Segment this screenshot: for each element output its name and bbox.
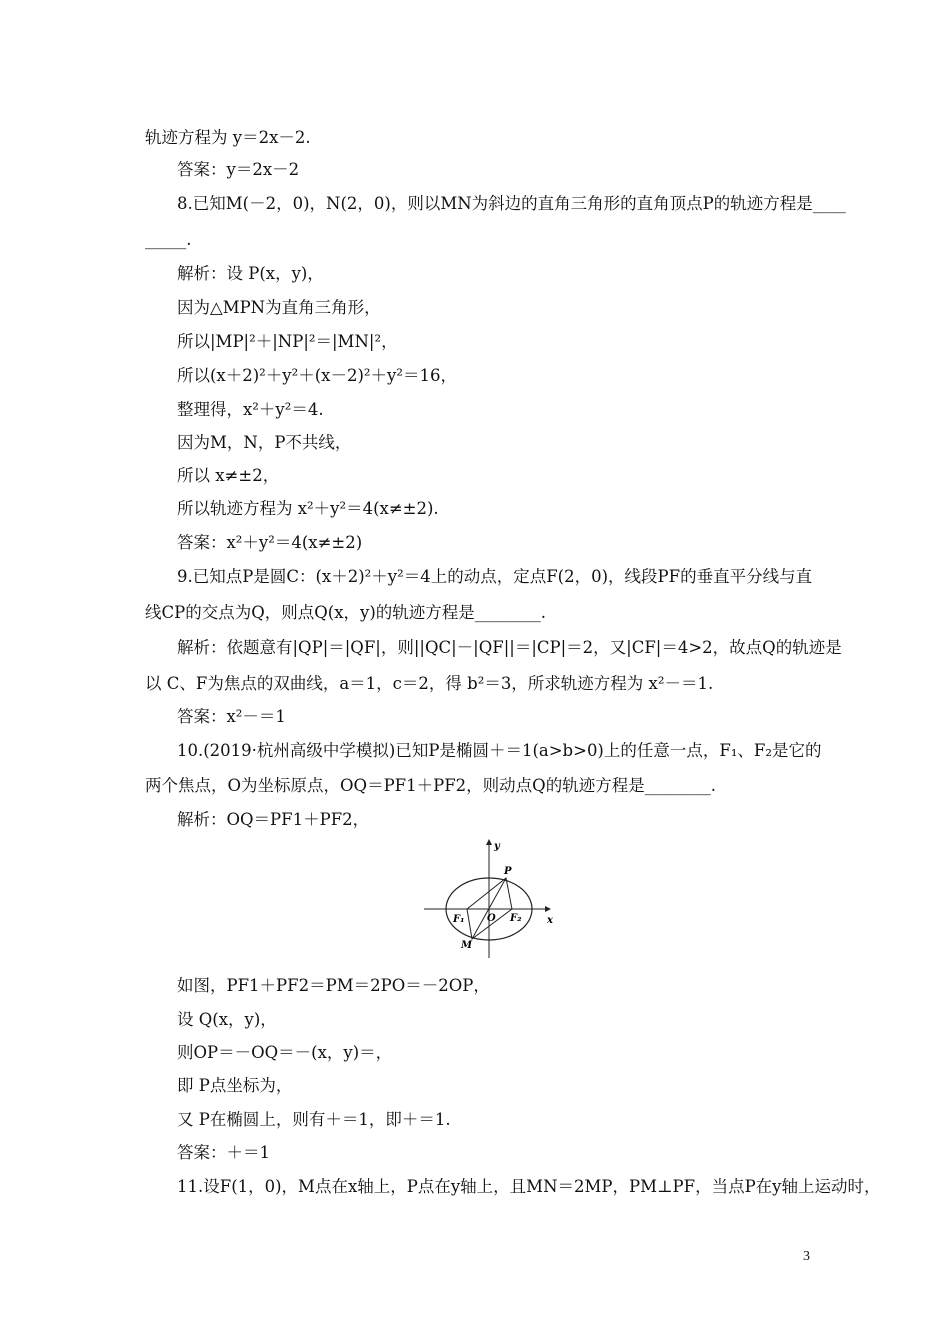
answer-line: 答案：x²－＝1: [177, 707, 286, 726]
problem-11: 11.设F(1，0)，M点在x轴上，P点在y轴上，且MN＝2MP，PM⊥PF，当点P在y轴上运动时，: [177, 1177, 881, 1196]
text-line: 轨迹方程为 y＝2x－2.: [145, 128, 311, 147]
ellipse-figure: [420, 836, 560, 960]
solution-line: 又 P在椭圆上，则有＋＝1，即＋＝1.: [177, 1110, 451, 1129]
label-y: y: [494, 841, 500, 852]
solution-line: 则OP＝－OQ＝－(x，y)＝，: [177, 1043, 393, 1062]
text-line: 两个焦点，O为坐标原点，OQ＝PF1＋PF2，则动点Q的轨迹方程是________.: [145, 776, 716, 795]
answer-line: 答案：y＝2x－2: [177, 160, 300, 179]
label-f2: F₂: [510, 913, 522, 924]
solution-line: 所以轨迹方程为 x²＋y²＝4(x≠±2).: [177, 499, 439, 518]
problem-10: 10.(2019·杭州高级中学模拟)已知P是椭圆＋＝1(a>b>0)上的任意一点，F₁、F₂是它的: [177, 741, 822, 760]
solution-line: 如图，PF1＋PF2＝PM＝2PO＝－2OP，: [177, 976, 490, 995]
solution-line: 因为M，N，P不共线，: [177, 433, 352, 452]
solution-line: 以 C、F为焦点的双曲线，a＝1，c＝2，得 b²＝3，所求轨迹方程为 x²－＝1.: [145, 674, 714, 693]
solution-line: 解析：依题意有|QP|＝|QF|，则||QC|－|QF||＝|CP|＝2，又|CF|＝4>2，故点Q的轨迹是: [177, 638, 842, 657]
problem-8: 8.已知M(－2，0)，N(2，0)，则以MN为斜边的直角三角形的直角顶点P的轨迹方程是____: [177, 194, 846, 213]
text-line: 线CP的交点为Q，则点Q(x，y)的轨迹方程是________.: [145, 603, 547, 622]
label-o: O: [487, 913, 496, 924]
solution-line: 解析：OQ＝PF1＋PF2，: [177, 810, 370, 829]
answer-line: 答案：x²＋y²＝4(x≠±2): [177, 533, 363, 552]
solution-line: 所以|MP|²＋|NP|²＝|MN|²，: [177, 332, 398, 351]
solution-line: 整理得，x²＋y²＝4.: [177, 400, 324, 419]
solution-line: 所以 x≠±2，: [177, 466, 280, 485]
label-p: P: [504, 866, 512, 877]
solution-line: 解析：设 P(x，y)，: [177, 264, 324, 283]
solution-line: 设 Q(x，y)，: [177, 1010, 277, 1029]
solution-line: 所以(x＋2)²＋y²＋(x－2)²＋y²＝16，: [177, 366, 457, 385]
problem-9: 9.已知点P是圆C：(x＋2)²＋y²＝4上的动点，定点F(2，0)，线段PF的垂直平分线与直: [177, 567, 813, 586]
solution-line: 即 P点坐标为，: [177, 1076, 293, 1095]
solution-line: 因为△MPN为直角三角形，: [177, 298, 381, 317]
answer-line: 答案：＋＝1: [177, 1143, 270, 1162]
text-line: _____.: [145, 230, 192, 249]
label-x: x: [547, 915, 553, 926]
label-f1: F₁: [453, 914, 465, 925]
page-number: 3: [803, 1249, 810, 1264]
label-m: M: [461, 940, 473, 951]
